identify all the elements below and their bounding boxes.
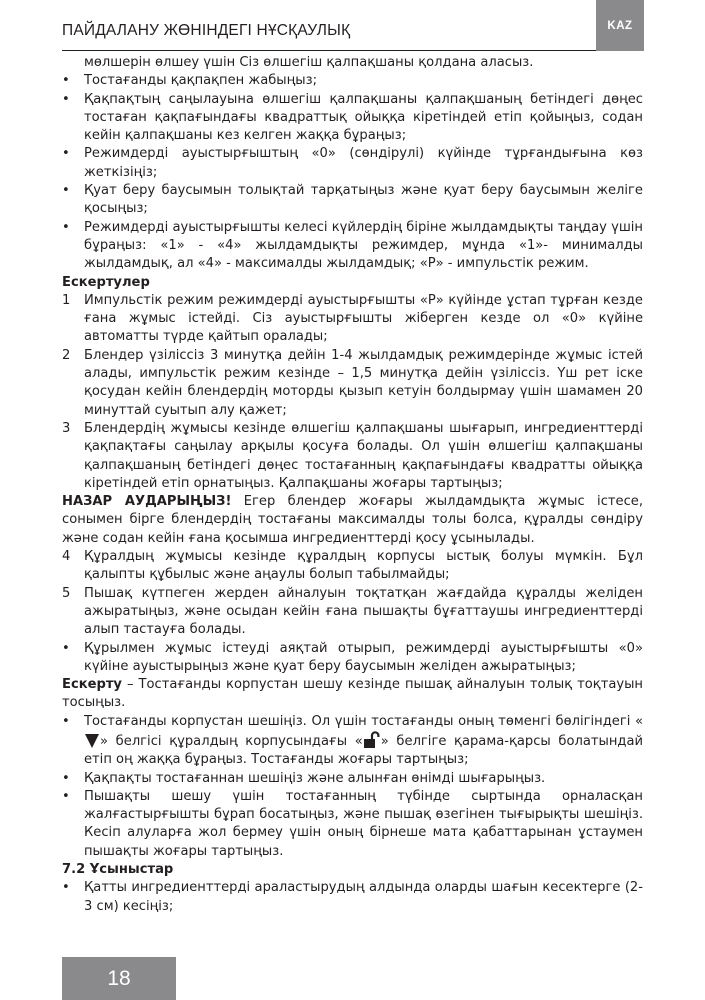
- numbered-item-text: Импульстік режим режимдерді ауыстырғышты «Р» күйінде ұстап тұрған кезде ғана жұмыс істейді. Сіз ауыстырғышты жіберген кезде ол «0» күйіне автоматты түрде қайтып оралады;: [84, 292, 643, 345]
- attention-text: Егер блендер жоғары жылдамдықта жұмыс істесе, сонымен бірге блендердің тостағаны максималды толы болса, құралды сөндіру және содан кейін ғана қосымша ингредиенттерді қосу ұсынылады.: [62, 494, 643, 546]
- item-number: 3: [62, 420, 71, 436]
- bullet-marker: •: [62, 73, 70, 89]
- down-triangle-icon: [85, 734, 99, 748]
- list-item-text: Қатты ингредиенттерді араластырудың алдында оларды шағын кесектерге (2-3 см) кесіңіз;: [84, 880, 643, 914]
- header-divider: [62, 50, 643, 51]
- numbered-item: [62, 347, 643, 420]
- numbered-item-text: Құралдың жұмысы кезінде құралдың корпусы ыстық болуы мүмкін. Бұл қалыпты құбылыс және аңаулы болып табылмайды;: [84, 549, 643, 583]
- list-item-text: Қуат беру баусымын толықтай тарқатыңыз және қуат беру баусымын желіге қосыңыз;: [84, 183, 643, 217]
- list-item: [62, 145, 643, 182]
- list-item: [62, 788, 643, 861]
- bullet-marker: •: [62, 880, 70, 896]
- list-item: [62, 640, 643, 677]
- list-item-text: Құрылмен жұмыс істеуді аяқтай отырып, режимдерді ауыстырғышты «0» күйіне ауыстырыңыз және қуат беру баусымын желіден ажыратыңыз;: [84, 640, 643, 674]
- bullet-marker: •: [62, 146, 70, 162]
- manual-content: [62, 54, 643, 916]
- list-item: [62, 91, 643, 146]
- list-item: [62, 713, 643, 770]
- numbered-item: [62, 585, 643, 640]
- list-item-text: Тостағанды қақпақпен жабыңыз;: [84, 73, 317, 89]
- numbered-item: [62, 292, 643, 347]
- numbered-item-text: Блендердің жұмысы кезінде өлшегіш қалпақшаны шығарып, ингредиенттерді қақпақтағы саңылау арқылы қосуға болады. Ол үшін өлшегіш қалпақшаны қалпақшаның бетіндегі дөңес тостағанның қақпағындағы квадратты ойыққа кіретіндей етіп орнатыңыз. Қалпақшаны жоғары тартыңыз;: [84, 420, 643, 491]
- remove-text-part2: » белгісі құралдың корпусындағы «: [100, 733, 363, 749]
- item-number: 2: [62, 347, 71, 363]
- numbered-item: [62, 548, 643, 585]
- list-item-text: Пышақты шешу үшін тостағанның түбінде сыртында орналасқан жалғастырғышты бұрап босатыңыз, және пышақ өзегінен тығырықты шешіңіз. Кесіп алуларға жол бермеу үшін оның бірнеше мата қабаттарынан ұстаумен пышақты жоғары тартыңыз.: [84, 788, 643, 859]
- list-item-text: Қақпақтың саңылауына өлшегіш қалпақшаны қалпақшаның бетіндегі дөңес тостаған қақпағындағы квадраттық ойыққа кіретіндей етіп қойыңыз, содан кейін қалпақшаны кез келген жаққа бұраңыз;: [84, 91, 643, 144]
- remove-text-part3: » белгіге қарама-қарсы болатындай етіп оң жаққа бұраңыз. Тостағанды жоғары тартыңыз;: [84, 733, 643, 768]
- item-number: 5: [62, 585, 71, 601]
- list-item-text: [84, 713, 643, 770]
- attention-label: НАЗАР АУДАРЫҢЫЗ!: [62, 494, 232, 510]
- numbered-item: [62, 420, 643, 493]
- numbered-item-text: Блендер үзіліссіз 3 минутқа дейін 1-4 жылдамдық режимдерінде жұмыс істей алады, импульстік режим кезінде – 1,5 минутқа дейін үзіліссіз. Үш рет іске қосудан кейін блендердің моторды қызып кетуін болдырмау үшін шамамен 20 минуттай суытып алу қажет;: [84, 347, 643, 418]
- numbered-item-text: Пышақ күтпеген жерден айналуын тоқтатқан жағдайда құралды желіден ажыратыңыз, және осыдан кейін ғана пышақты бұғаттаушы ингредиенттерді алып тастауға болады.: [84, 585, 643, 638]
- list-item-text: Режимдерді ауыстырғышты келесі күйлердің біріне жылдамдықты таңдау үшін бұраңыз: «1» - «4» жылдамдықты режимдер, мұнда «1»- минималды жылдамдық, ал «4» - максималды жылдамдық; «Р» - импульстік режим.: [84, 219, 643, 272]
- bullet-marker: •: [62, 183, 70, 199]
- bullet-marker: •: [62, 713, 70, 729]
- language-tab: KAZ: [596, 0, 644, 51]
- page-number: 18: [62, 957, 176, 1000]
- notes-heading: Ескертулер: [62, 274, 150, 290]
- header-title: ПАЙДАЛАНУ ЖӨНІНДЕГІ НҰСҚАУЛЫҚ: [62, 22, 351, 39]
- list-item: [62, 770, 643, 788]
- intro-text: мөлшерін өлшеу үшін Сіз өлшегіш қалпақшаны қолдана аласыз.: [84, 55, 534, 70]
- bullet-marker: •: [62, 91, 70, 107]
- list-item: [62, 182, 643, 219]
- section-heading: 7.2 Ұсыныстар: [62, 862, 174, 878]
- bullet-marker: •: [62, 640, 70, 656]
- attention-paragraph: [62, 493, 643, 548]
- list-item: [62, 72, 643, 90]
- bullet-marker: •: [62, 219, 70, 235]
- bullet-marker: •: [62, 788, 70, 804]
- bullet-marker: •: [62, 770, 70, 786]
- list-item: [62, 879, 643, 916]
- list-item: [62, 219, 643, 274]
- item-number: 1: [62, 292, 71, 308]
- remove-text-part1: Тостағанды корпустан шешіңіз. Ол үшін тостағанды оның төменгі бөлігіндегі «: [84, 713, 643, 729]
- remark-paragraph: [62, 676, 643, 713]
- item-number: 4: [62, 549, 71, 565]
- remark-text: – Тостағанды корпустан шешу кезінде пышақ айналуын толық тоқтауын тосыңыз.: [62, 677, 643, 711]
- unlocked-padlock-icon: [364, 731, 380, 748]
- remark-label: Ескерту: [62, 677, 122, 693]
- list-item-text: Режимдерді ауыстырғыштың «0» (сөндірулі) күйінде тұрғандығына көз жеткізіңіз;: [84, 146, 643, 180]
- list-item-text: Қақпақты тостағаннан шешіңіз және алынған өнімді шығарыңыз.: [84, 770, 546, 786]
